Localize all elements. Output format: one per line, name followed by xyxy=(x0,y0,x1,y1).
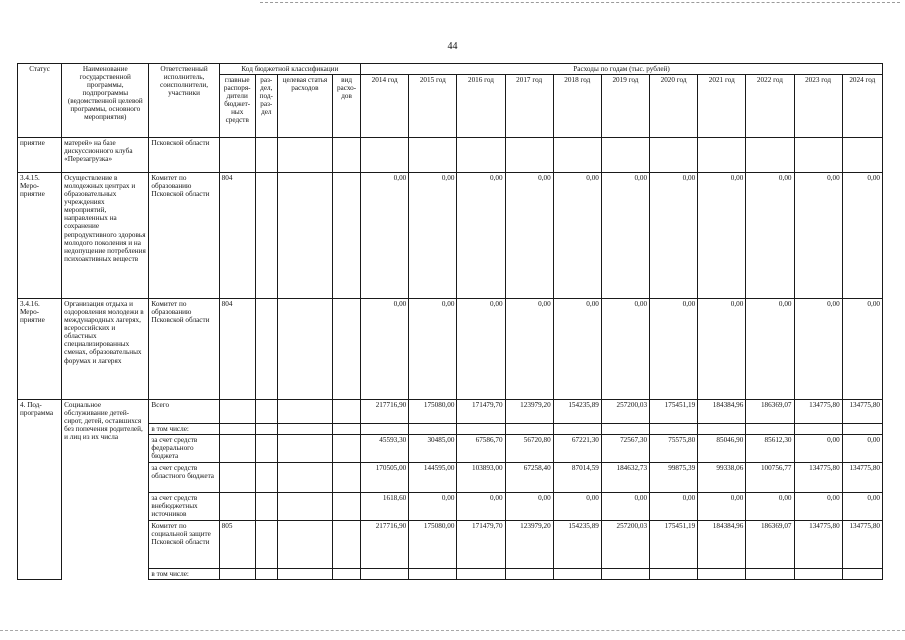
row-grbs xyxy=(219,493,255,521)
row-value: 0,00 xyxy=(698,493,746,521)
scan-edge-bottom xyxy=(0,630,905,633)
header-year: 2024 год xyxy=(842,75,882,138)
row-value: 0,00 xyxy=(698,173,746,299)
row-target-item xyxy=(277,138,332,173)
row-value: 186369,07 xyxy=(746,521,794,569)
row-value: 0,00 xyxy=(553,299,601,400)
row-target-item xyxy=(277,400,332,424)
row-value xyxy=(505,424,553,435)
row-section xyxy=(255,435,277,463)
row-grbs xyxy=(219,138,255,173)
row-value xyxy=(409,569,457,580)
row-value xyxy=(650,424,698,435)
row-value xyxy=(361,569,409,580)
subprogram-line-label: за счет средств федерального бюджета xyxy=(149,435,219,463)
row-value: 0,00 xyxy=(505,299,553,400)
header-year: 2021 год xyxy=(698,75,746,138)
row-value: 123979,20 xyxy=(505,521,553,569)
row-target-item xyxy=(277,435,332,463)
row-section xyxy=(255,521,277,569)
header-status: Статус xyxy=(18,64,62,138)
row-value: 0,00 xyxy=(698,299,746,400)
row-grbs xyxy=(219,424,255,435)
row-value xyxy=(842,424,882,435)
row-grbs xyxy=(219,569,255,580)
row-value: 134775,80 xyxy=(842,463,882,493)
row-value: 0,00 xyxy=(553,493,601,521)
header-expenses-group: Расходы по годам (тыс. рублей) xyxy=(361,64,883,75)
header-year: 2015 год xyxy=(409,75,457,138)
row-value: 0,00 xyxy=(794,173,842,299)
header-year: 2014 год xyxy=(361,75,409,138)
row-value: 0,00 xyxy=(842,435,882,463)
row-expense-type xyxy=(333,569,361,580)
header-grbs: главные распоря-дители бюджет-ных средств xyxy=(219,75,255,138)
row-value: 134775,80 xyxy=(794,521,842,569)
row-value: 85046,90 xyxy=(698,435,746,463)
row-value: 0,00 xyxy=(794,435,842,463)
header-executor: Ответственный исполнитель, соисполнители, участники xyxy=(149,64,219,138)
header-expense-type: вид расхо-дов xyxy=(333,75,361,138)
row-expense-type xyxy=(333,493,361,521)
header-name: Наименование государственной программы, подпрограммы (ведомственной целевой программы, основного мероприятия) xyxy=(62,64,149,138)
row-value xyxy=(746,569,794,580)
table-row xyxy=(18,521,883,569)
row-target-item xyxy=(277,521,332,569)
row-name: Организация отдыха и оздоровления молодежи в международных лагерях, всероссийских и областных специализированных сменах, образовательных форумах и лагерях xyxy=(62,299,149,400)
row-section xyxy=(255,299,277,400)
row-value: 134775,80 xyxy=(794,463,842,493)
row-value xyxy=(746,424,794,435)
row-value: 0,00 xyxy=(650,173,698,299)
row-target-item xyxy=(277,424,332,435)
row-value: 217716,90 xyxy=(361,521,409,569)
row-value xyxy=(794,569,842,580)
row-value xyxy=(746,138,794,173)
row-value: 0,00 xyxy=(505,493,553,521)
row-value: 72567,30 xyxy=(601,435,649,463)
row-value: 100756,77 xyxy=(746,463,794,493)
row-value: 184632,73 xyxy=(601,463,649,493)
row-grbs: 805 xyxy=(219,521,255,569)
row-target-item xyxy=(277,493,332,521)
row-value: 134775,80 xyxy=(794,400,842,424)
row-value: 144595,00 xyxy=(409,463,457,493)
row-value: 186369,07 xyxy=(746,400,794,424)
table-row xyxy=(18,138,883,173)
header-year: 2022 год xyxy=(746,75,794,138)
row-value: 175080,00 xyxy=(409,521,457,569)
subprogram-line-label: в том числе: xyxy=(149,424,219,435)
budget-table xyxy=(17,63,883,580)
subprogram-line-label: Всего xyxy=(149,400,219,424)
row-value: 0,00 xyxy=(361,173,409,299)
row-expense-type xyxy=(333,400,361,424)
header-year: 2023 год xyxy=(794,75,842,138)
subprogram-name: Социальное обслуживание детей-сирот, детей, оставшихся без попечения родителей, и лиц из их числа xyxy=(62,400,149,521)
header-year: 2016 год xyxy=(457,75,505,138)
row-value: 67221,30 xyxy=(553,435,601,463)
row-grbs xyxy=(219,435,255,463)
table-row xyxy=(18,400,883,424)
row-section xyxy=(255,400,277,424)
row-value xyxy=(698,138,746,173)
row-value: 85612,30 xyxy=(746,435,794,463)
row-value: 56720,80 xyxy=(505,435,553,463)
row-value: 184384,96 xyxy=(698,400,746,424)
row-value: 45593,30 xyxy=(361,435,409,463)
row-value: 175451,19 xyxy=(650,400,698,424)
row-value xyxy=(794,424,842,435)
header-year: 2018 год xyxy=(553,75,601,138)
header-year: 2020 год xyxy=(650,75,698,138)
header-year: 2017 год xyxy=(505,75,553,138)
row-value: 1618,60 xyxy=(361,493,409,521)
row-section xyxy=(255,173,277,299)
row-value: 0,00 xyxy=(746,493,794,521)
row-value xyxy=(601,569,649,580)
row-value: 0,00 xyxy=(794,493,842,521)
row-value xyxy=(650,138,698,173)
subprogram-line-label: Комитет по социальной защите Псковской области xyxy=(149,521,219,569)
row-expense-type xyxy=(333,138,361,173)
row-value: 0,00 xyxy=(794,299,842,400)
header-budget-code-group: Код бюджетной классификации xyxy=(219,64,360,75)
row-value: 0,00 xyxy=(361,299,409,400)
row-value: 217716,90 xyxy=(361,400,409,424)
row-value: 0,00 xyxy=(746,299,794,400)
subprogram-status: 4. Под-программа xyxy=(18,400,62,580)
row-name: матерей» на базе дискуссионного клуба «Перезагрузка» xyxy=(62,138,149,173)
row-value xyxy=(553,424,601,435)
row-status: 3.4.15. Меро-приятие xyxy=(18,173,62,299)
row-expense-type xyxy=(333,299,361,400)
row-value xyxy=(505,569,553,580)
subprogram-line-label: за счет средств внебюджетных источников xyxy=(149,493,219,521)
header-section: раз-дел, под-раз-дел xyxy=(255,75,277,138)
scan-edge-top xyxy=(260,2,900,5)
row-value xyxy=(698,569,746,580)
row-value xyxy=(361,138,409,173)
row-value: 67258,40 xyxy=(505,463,553,493)
row-value: 0,00 xyxy=(601,299,649,400)
row-value: 154235,89 xyxy=(553,400,601,424)
row-target-item xyxy=(277,299,332,400)
row-value: 123979,20 xyxy=(505,400,553,424)
row-value xyxy=(698,424,746,435)
row-value: 0,00 xyxy=(457,173,505,299)
row-grbs xyxy=(219,463,255,493)
row-value xyxy=(457,424,505,435)
row-expense-type xyxy=(333,435,361,463)
header-target-item: целевая статья расходов xyxy=(277,75,332,138)
row-value: 257200,03 xyxy=(601,400,649,424)
row-section xyxy=(255,493,277,521)
row-value: 0,00 xyxy=(505,173,553,299)
row-value: 30485,00 xyxy=(409,435,457,463)
row-expense-type xyxy=(333,424,361,435)
row-expense-type xyxy=(333,173,361,299)
row-value: 175080,00 xyxy=(409,400,457,424)
row-target-item xyxy=(277,463,332,493)
row-value xyxy=(601,424,649,435)
row-value: 134775,80 xyxy=(842,400,882,424)
row-value: 99338,06 xyxy=(698,463,746,493)
row-value: 0,00 xyxy=(409,493,457,521)
row-value: 0,00 xyxy=(650,299,698,400)
row-section xyxy=(255,138,277,173)
row-value: 103893,00 xyxy=(457,463,505,493)
row-value: 0,00 xyxy=(842,173,882,299)
row-value: 67586,70 xyxy=(457,435,505,463)
row-executor: Комитет по образованию Псковской области xyxy=(149,173,219,299)
row-value: 99875,39 xyxy=(650,463,698,493)
row-value xyxy=(409,424,457,435)
row-value: 184384,96 xyxy=(698,521,746,569)
table-row xyxy=(18,299,883,400)
row-value xyxy=(650,569,698,580)
subprogram-line-label: за счет средств областного бюджета xyxy=(149,463,219,493)
row-value: 0,00 xyxy=(650,493,698,521)
row-value: 154235,89 xyxy=(553,521,601,569)
row-value: 75575,80 xyxy=(650,435,698,463)
row-value: 0,00 xyxy=(457,493,505,521)
row-value xyxy=(794,138,842,173)
row-value: 0,00 xyxy=(746,173,794,299)
row-grbs: 804 xyxy=(219,173,255,299)
row-target-item xyxy=(277,569,332,580)
row-executor: Псковской области xyxy=(149,138,219,173)
row-target-item xyxy=(277,173,332,299)
row-value xyxy=(457,569,505,580)
row-value xyxy=(505,138,553,173)
row-value xyxy=(842,138,882,173)
page-number: 44 xyxy=(447,41,458,52)
row-value: 0,00 xyxy=(409,173,457,299)
row-value: 0,00 xyxy=(842,493,882,521)
row-value: 0,00 xyxy=(457,299,505,400)
row-value xyxy=(601,138,649,173)
row-value: 0,00 xyxy=(601,173,649,299)
row-value xyxy=(457,138,505,173)
row-value: 175451,19 xyxy=(650,521,698,569)
row-value xyxy=(361,424,409,435)
row-expense-type xyxy=(333,463,361,493)
row-status: приятие xyxy=(18,138,62,173)
row-section xyxy=(255,424,277,435)
subprogram-line-label: в том числе: xyxy=(149,569,219,580)
row-grbs: 804 xyxy=(219,299,255,400)
row-section xyxy=(255,569,277,580)
row-value xyxy=(553,569,601,580)
row-value xyxy=(842,569,882,580)
row-value: 170505,00 xyxy=(361,463,409,493)
table-row xyxy=(18,173,883,299)
row-value: 0,00 xyxy=(601,493,649,521)
row-value: 171479,70 xyxy=(457,400,505,424)
subprogram-name-continuation xyxy=(62,521,149,580)
row-value: 171479,70 xyxy=(457,521,505,569)
row-value: 134775,80 xyxy=(842,521,882,569)
row-value: 0,00 xyxy=(553,173,601,299)
row-value: 257200,03 xyxy=(601,521,649,569)
header-year: 2019 год xyxy=(601,75,649,138)
row-value xyxy=(409,138,457,173)
row-value: 0,00 xyxy=(409,299,457,400)
row-section xyxy=(255,463,277,493)
row-value xyxy=(553,138,601,173)
row-status: 3.4.16. Меро-приятие xyxy=(18,299,62,400)
row-value: 87014,59 xyxy=(553,463,601,493)
row-grbs xyxy=(219,400,255,424)
row-value: 0,00 xyxy=(842,299,882,400)
row-expense-type xyxy=(333,521,361,569)
row-executor: Комитет по образованию Псковской области xyxy=(149,299,219,400)
row-name: Осуществление в молодежных центрах и образовательных учреждениях мероприятий, направленных на сохранение репродуктивного здоровья молодого поколения и на недопущение потребления психоактивных веществ xyxy=(62,173,149,299)
